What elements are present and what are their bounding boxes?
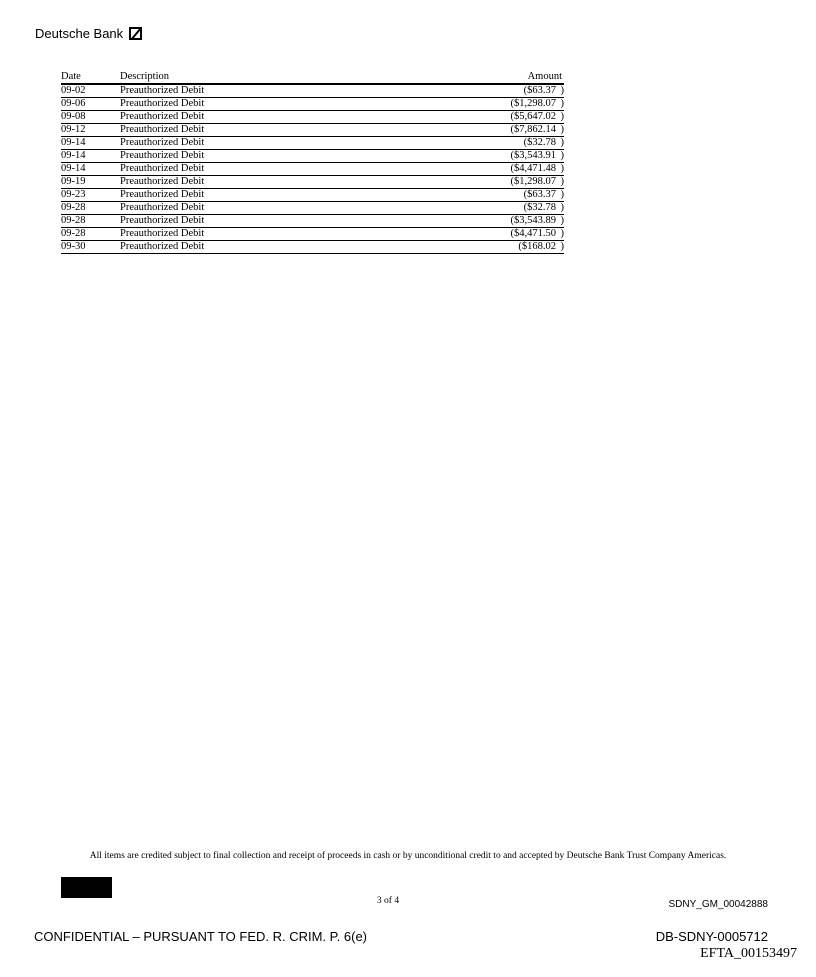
table-row bbox=[61, 150, 564, 163]
table-row bbox=[61, 137, 564, 150]
row-date: 09-14 bbox=[61, 150, 120, 163]
row-date: 09-14 bbox=[61, 137, 120, 150]
bank-name: Deutsche Bank bbox=[35, 26, 124, 41]
confidential-notice: CONFIDENTIAL – PURSUANT TO FED. R. CRIM. P. 6(e) bbox=[34, 929, 368, 944]
row-amount bbox=[392, 241, 564, 254]
row-description: Preauthorized Debit bbox=[120, 150, 392, 163]
row-description: Preauthorized Debit bbox=[120, 189, 392, 202]
close-paren: ) bbox=[560, 176, 564, 187]
amount-value: ($3,543.91 bbox=[510, 150, 556, 161]
row-amount bbox=[392, 98, 564, 111]
row-description: Preauthorized Debit bbox=[120, 124, 392, 137]
amount-value: ($1,298.07 bbox=[510, 176, 556, 187]
credit-disclaimer: All items are credited subject to final collection and receipt of proceeds in cash or by unconditional credit to and accepted by Deutsche Bank Trust Company Americas. bbox=[89, 851, 727, 861]
row-description: Preauthorized Debit bbox=[120, 215, 392, 228]
table-row bbox=[61, 111, 564, 124]
table-row bbox=[61, 189, 564, 202]
row-date: 09-28 bbox=[61, 228, 120, 241]
row-amount bbox=[392, 176, 564, 189]
close-paren: ) bbox=[560, 124, 564, 135]
row-amount bbox=[392, 228, 564, 241]
close-paren: ) bbox=[560, 215, 564, 226]
row-date: 09-02 bbox=[61, 84, 120, 98]
row-description: Preauthorized Debit bbox=[120, 111, 392, 124]
table-row bbox=[61, 98, 564, 111]
table-row bbox=[61, 241, 564, 254]
row-description: Preauthorized Debit bbox=[120, 228, 392, 241]
page-number: 3 of 4 bbox=[376, 896, 400, 906]
row-amount bbox=[392, 124, 564, 137]
redaction-box bbox=[61, 877, 112, 898]
amount-value: ($7,862.14 bbox=[510, 124, 556, 135]
row-description: Preauthorized Debit bbox=[120, 137, 392, 150]
close-paren: ) bbox=[560, 228, 564, 239]
row-amount bbox=[392, 84, 564, 98]
close-paren: ) bbox=[560, 202, 564, 213]
close-paren: ) bbox=[560, 163, 564, 174]
row-amount bbox=[392, 150, 564, 163]
bates-number-db: DB-SDNY-0005712 bbox=[655, 929, 768, 944]
row-description: Preauthorized Debit bbox=[120, 202, 392, 215]
table-row bbox=[61, 124, 564, 137]
table-row bbox=[61, 84, 564, 98]
deutsche-bank-slash-icon bbox=[129, 27, 142, 40]
row-amount bbox=[392, 189, 564, 202]
row-description: Preauthorized Debit bbox=[120, 84, 392, 98]
amount-value: ($4,471.48 bbox=[510, 163, 556, 174]
table-row bbox=[61, 202, 564, 215]
close-paren: ) bbox=[560, 189, 564, 200]
amount-value: ($168.02 bbox=[518, 241, 556, 252]
row-date: 09-14 bbox=[61, 163, 120, 176]
row-amount bbox=[392, 215, 564, 228]
row-date: 09-23 bbox=[61, 189, 120, 202]
bank-logo bbox=[35, 26, 142, 41]
close-paren: ) bbox=[560, 111, 564, 122]
row-date: 09-28 bbox=[61, 202, 120, 215]
amount-value: ($3,543.89 bbox=[510, 215, 556, 226]
amount-value: ($5,647.02 bbox=[510, 111, 556, 122]
table-row bbox=[61, 215, 564, 228]
amount-value: ($1,298.07 bbox=[510, 98, 556, 109]
col-amount: Amount bbox=[392, 70, 564, 84]
close-paren: ) bbox=[560, 150, 564, 161]
row-date: 09-28 bbox=[61, 215, 120, 228]
close-paren: ) bbox=[560, 98, 564, 109]
amount-value: ($4,471.50 bbox=[510, 228, 556, 239]
row-amount bbox=[392, 163, 564, 176]
row-date: 09-30 bbox=[61, 241, 120, 254]
close-paren: ) bbox=[560, 137, 564, 148]
table-header bbox=[61, 70, 564, 84]
efta-number: EFTA_00153497 bbox=[700, 946, 797, 961]
row-description: Preauthorized Debit bbox=[120, 98, 392, 111]
table-row bbox=[61, 163, 564, 176]
row-amount bbox=[392, 202, 564, 215]
row-description: Preauthorized Debit bbox=[120, 176, 392, 189]
row-description: Preauthorized Debit bbox=[120, 163, 392, 176]
bates-number-sdny: SDNY_GM_00042888 bbox=[668, 899, 768, 910]
amount-value: ($63.37 bbox=[523, 85, 556, 96]
close-paren: ) bbox=[560, 241, 564, 252]
row-amount bbox=[392, 137, 564, 150]
row-amount bbox=[392, 111, 564, 124]
transactions-table bbox=[61, 70, 564, 254]
row-date: 09-12 bbox=[61, 124, 120, 137]
row-description: Preauthorized Debit bbox=[120, 241, 392, 254]
amount-value: ($32.78 bbox=[523, 202, 556, 213]
amount-value: ($32.78 bbox=[523, 137, 556, 148]
row-date: 09-06 bbox=[61, 98, 120, 111]
row-date: 09-19 bbox=[61, 176, 120, 189]
row-date: 09-08 bbox=[61, 111, 120, 124]
amount-value: ($63.37 bbox=[523, 189, 556, 200]
close-paren: ) bbox=[560, 85, 564, 96]
col-description: Description bbox=[120, 70, 392, 84]
col-date: Date bbox=[61, 70, 120, 84]
table-row bbox=[61, 228, 564, 241]
table-row bbox=[61, 176, 564, 189]
